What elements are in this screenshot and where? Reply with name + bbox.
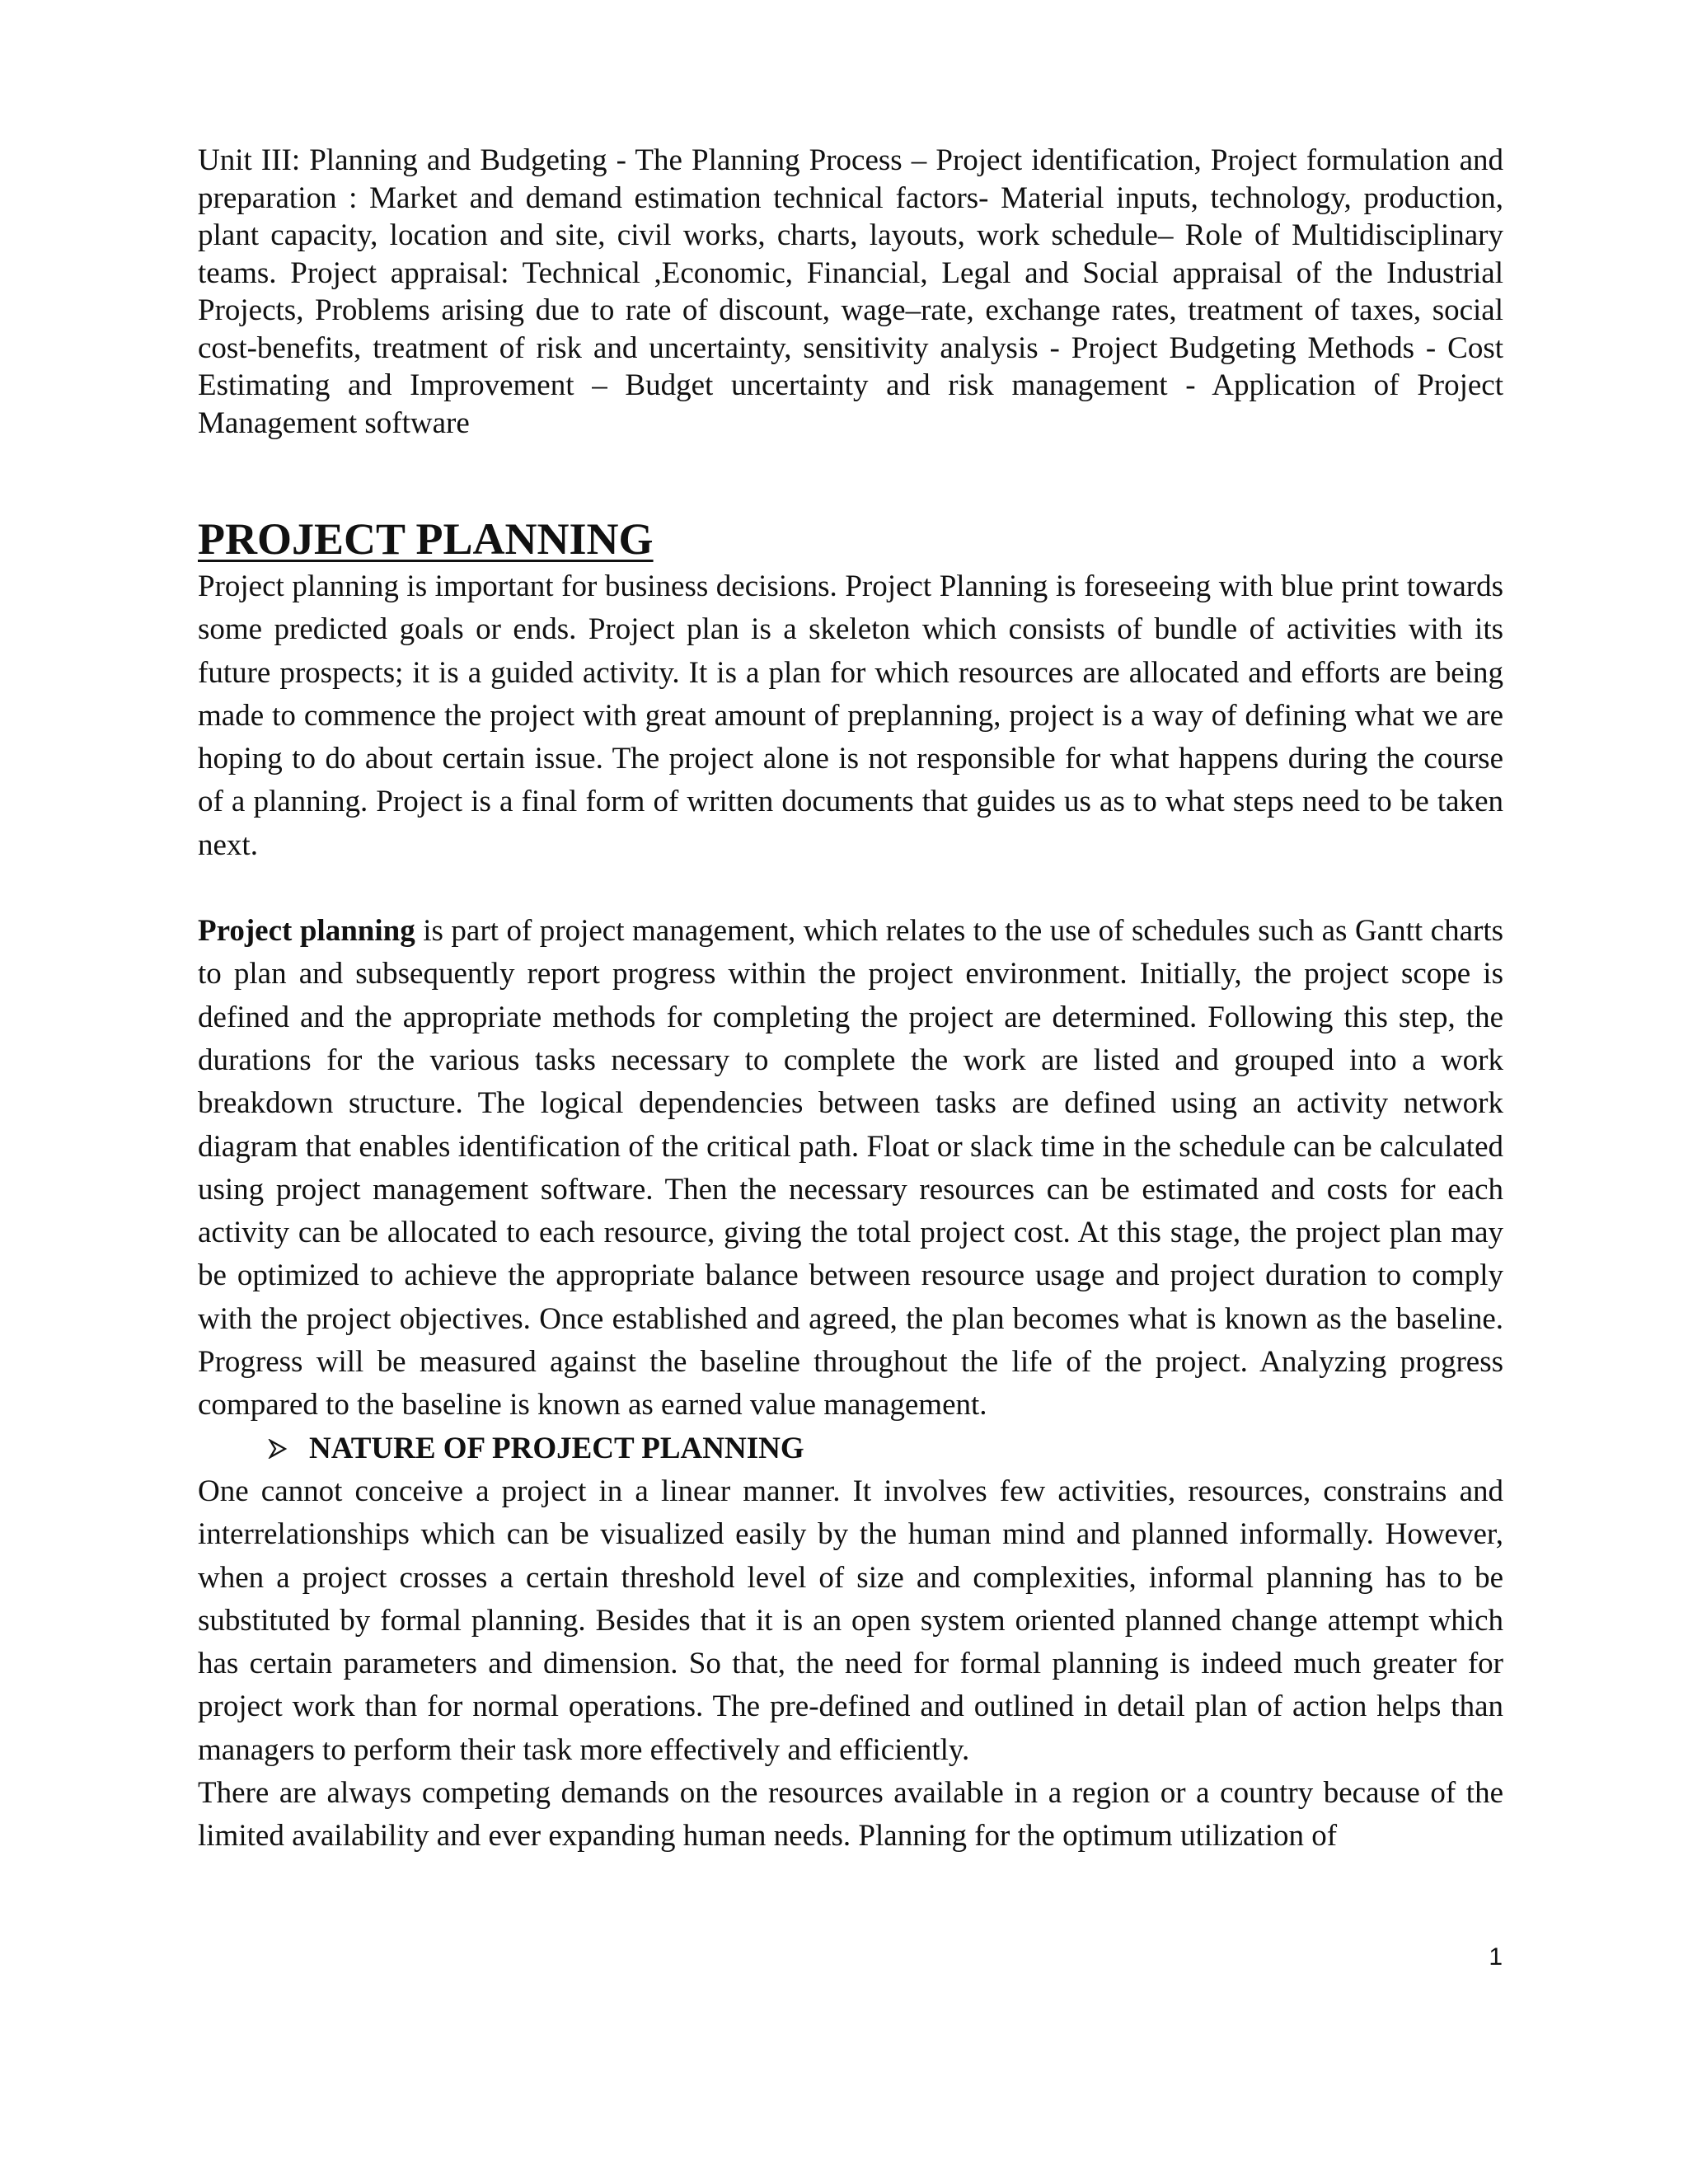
intro-paragraph: Project planning is important for business decisions. Project Planning is foreseeing with blue print towards some predicted goals or ends. Project plan is a skeleton which consists of bundle of activities with its future prospects; it is a guided activity. It is a plan for which resources are allocated and efforts are being made to commence the project with great amount of preplanning, project is a way of defining what we are hoping to do about certain issue. The project alone is not responsible for what happens during the course of a planning. Project is a final form of written documents that guides us as to what steps need to be taken next. <box>198 569 1503 862</box>
page-content <box>198 142 1503 1858</box>
project-planning-paragraph <box>198 910 1503 1427</box>
syllabus-paragraph: Unit III: Planning and Budgeting - The Planning Process – Project identification, Project formulation and preparation : Market and demand estimation technical factors- Material inputs, technology, production, plant capacity, location and site, civil works, charts, layouts, work schedule– Role of Multidisciplinary teams. Project appraisal: Technical ,Economic, Financial, Legal and Social appraisal of the Industrial Projects, Problems arising due to rate of discount, wage–rate, exchange rates, treatment of taxes, social cost-benefits, treatment of risk and uncertainty, sensitivity analysis - Project Budgeting Methods - Cost Estimating and Improvement – Budget uncertainty and risk management - Application of Project Management software <box>198 143 1503 440</box>
bold-term: Project planning <box>198 914 415 949</box>
arrow-bullet-icon <box>268 1439 288 1459</box>
section-heading: PROJECT PLANNING <box>198 514 654 564</box>
nature-paragraph: One cannot conceive a project in a linear manner. It involves few activities, resources, constrains and interrelationships which can be visualized easily by the human mind and planned informally. However, when a project crosses a certain threshold level of size and complexities, informal planning has to be substituted by formal planning. Besides that it is an open system oriented planned change attempt which has certain parameters and dimension. So that, the need for formal planning is indeed much greater for project work than for normal operations. The pre-defined and outlined in detail plan of action helps than managers to perform their task more effectively and efficiently. <box>198 1474 1503 1767</box>
page-number: 1 <box>1489 1943 1503 1971</box>
subheading-text: NATURE OF PROJECT PLANNING <box>309 1431 804 1465</box>
nature-subheading <box>198 1427 1503 1470</box>
resources-paragraph: There are always competing demands on the resources available in a region or a country because of the limited availability and ever expanding human needs. Planning for the optimum utilization of <box>198 1776 1503 1854</box>
paragraph-body: is part of project management, which relates to the use of schedules such as Gantt charts to plan and subsequently report progress within the project environment. Initially, the project scope is defined and the appropriate methods for completing the project are determined. Following this step, the durations for the various tasks necessary to complete the work are listed and grouped into a work breakdown structure. The logical dependencies between tasks are defined using an activity network diagram that enables identification of the critical path. Float or slack time in the schedule can be calculated using project management software. Then the necessary resources can be estimated and costs for each activity can be allocated to each resource, giving the total project cost. At this stage, the project plan may be optimized to achieve the appropriate balance between resource usage and project duration to comply with the project objectives. Once established and agreed, the plan becomes what is known as the baseline. Progress will be measured against the baseline throughout the life of the project. Analyzing progress compared to the baseline is known as earned value management. <box>198 914 1504 1422</box>
